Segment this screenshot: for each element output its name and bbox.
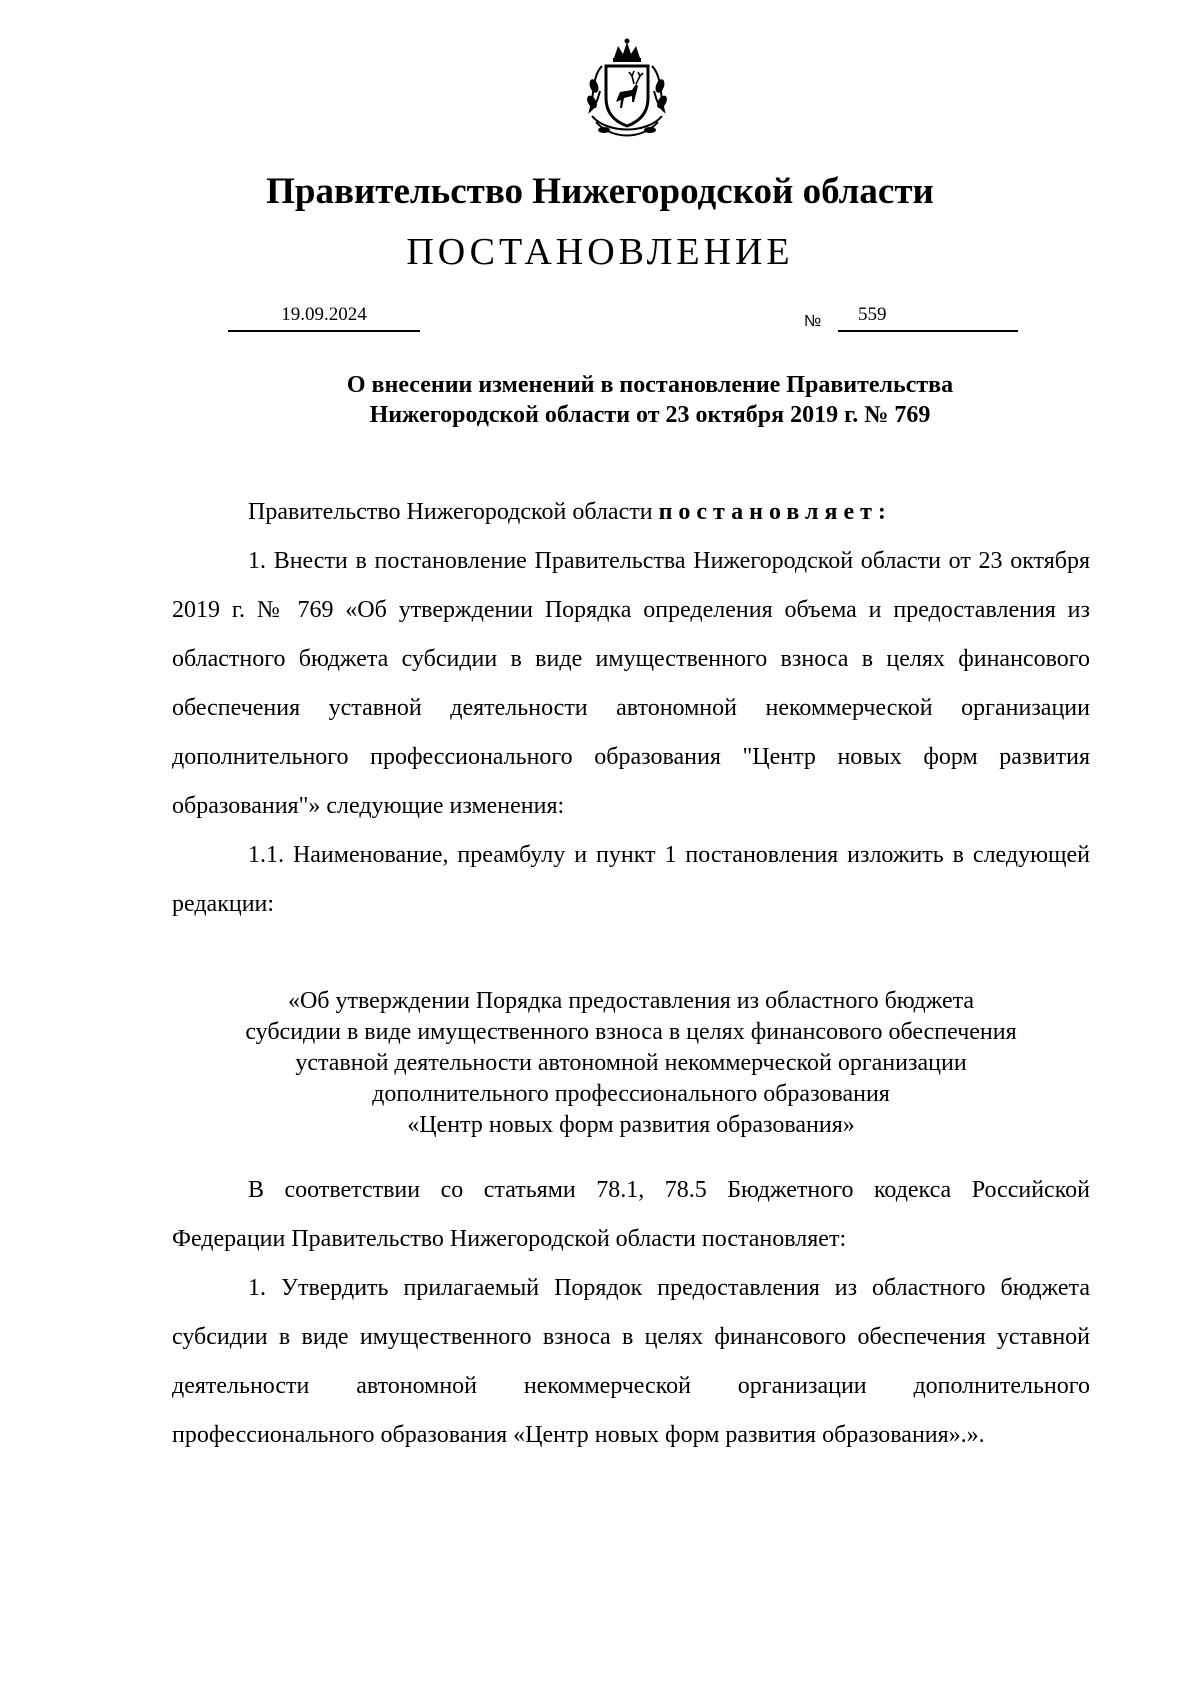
organization-title: Правительство Нижегородской области bbox=[266, 171, 934, 212]
preamble-paragraph bbox=[172, 488, 1090, 537]
new-title-line-2: субсидии в виде имущественного взноса в целях финансового обеспечения bbox=[245, 1019, 1017, 1045]
paragraph-item-1-1: 1.1. Наименование, преамбулу и пункт 1 постановления изложить в следующей редакции: bbox=[172, 842, 1090, 917]
body-section-amendments bbox=[172, 488, 1090, 929]
body-section-new-text bbox=[172, 1166, 1090, 1460]
new-preamble-paragraph: В соответствии со статьями 78.1, 78.5 Бюджетного кодекса Российской Федерации Правительство Нижегородской области постановляет: bbox=[172, 1177, 1090, 1252]
new-title-block bbox=[172, 986, 1090, 1141]
preamble-prefix: Правительство Нижегородской области bbox=[248, 499, 659, 525]
document-subject bbox=[220, 370, 1080, 430]
subject-line-2: Нижегородской области от 23 октября 2019 г. № 769 bbox=[369, 402, 931, 428]
number-sign: № bbox=[804, 313, 822, 330]
preamble-verb: постановляет: bbox=[658, 499, 892, 525]
new-title-line-1: «Об утверждении Порядка предоставления из областного бюджета bbox=[287, 988, 975, 1014]
coat-of-arms-icon bbox=[572, 36, 682, 146]
paragraph-item-1: 1. Внести в постановление Правительства Нижегородской области от 23 октября 2019 г. № 769 «Об утверждении Порядка определения объема и предоставления из областного бюджета субсидии в виде имущественного взноса в целях финансового обеспечения уставной деятельности автономной некоммерческой организации дополнительного профессионального образования "Центр новых форм развития образования"» следующие изменения: bbox=[172, 548, 1090, 819]
new-title-line-5: «Центр новых форм развития образования» bbox=[407, 1112, 855, 1138]
new-item-1-paragraph: 1. Утвердить прилагаемый Порядок предоставления из областного бюджета субсидии в виде имущественного взноса в целях финансового обеспечения уставной деятельности автономной некоммерческой организации дополнительного профессионального образования «Центр новых форм развития образования».». bbox=[172, 1275, 1090, 1448]
subject-line-1: О внесении изменений в постановление Правительства bbox=[346, 372, 954, 398]
document-type: ПОСТАНОВЛЕНИЕ bbox=[406, 231, 794, 273]
new-title-line-3: уставной деятельности автономной некоммерческой организации bbox=[295, 1050, 967, 1076]
document-number: 559 bbox=[838, 304, 1018, 332]
document-date: 19.09.2024 bbox=[228, 304, 420, 332]
new-title-line-4: дополнительного профессионального образования bbox=[372, 1081, 890, 1107]
